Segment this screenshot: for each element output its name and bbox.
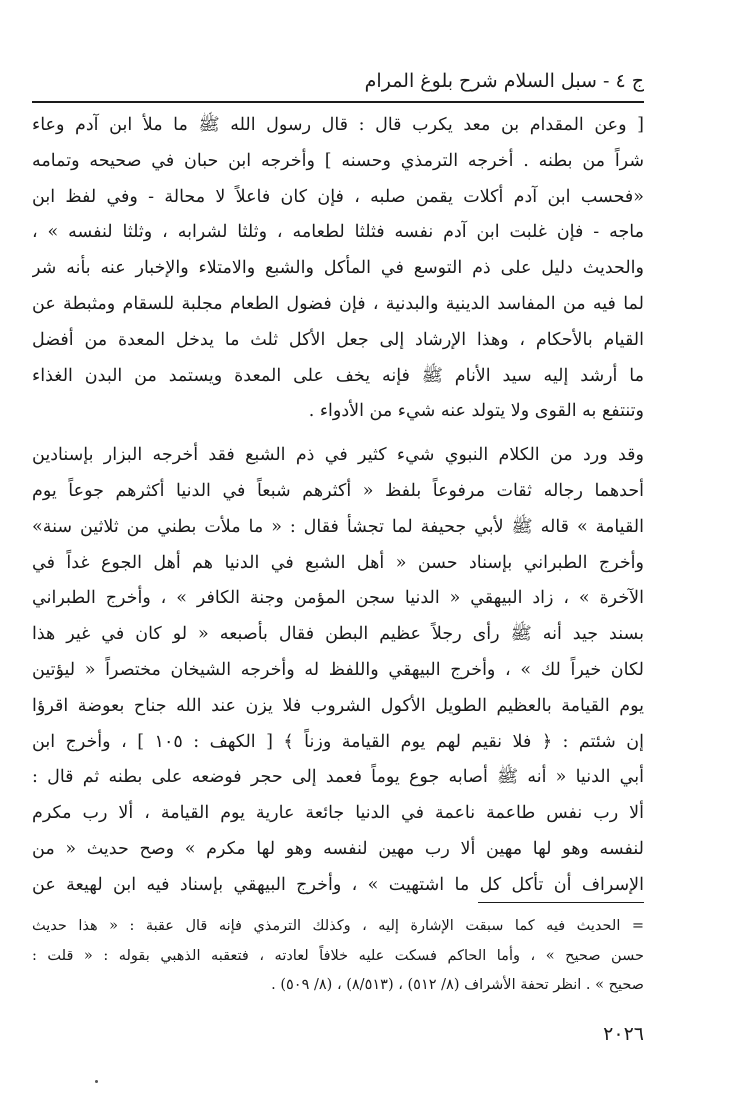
text-line: ما أرشد إليه سيد الأنام ﷺ فإنه يخف على المعدة ويستمد من البدن الغذاء — [32, 365, 644, 386]
text-line: أبي الدنيا « أنه ﷺ أصابه جوع يوماً فعمد إلى حجر فوضعه على بطنه ثم قال : — [32, 767, 644, 788]
text-line: بسند جيد أنه ﷺ رأى رجلاً عظيم البطن فقال بأصبعه « لو كان في غير هذا — [32, 624, 644, 645]
text-line: «فحسب ابن آدم أكلات يقمن صلبه ، فإن كان فاعلاً لا محالة - وفي لفظ ابن — [32, 186, 644, 207]
footnote-line: صحيح » . انظر تحفة الأشراف (٨/ ٥١٢) ، (٨/٥١٣) ، (٨/ ٥٠٩) . — [271, 977, 644, 993]
text-line: الآخرة » ، زاد البيهقي « الدنيا سجن المؤمن وجنة الكافر » ، وأخرج الطبراني — [32, 588, 644, 609]
header-divider — [32, 101, 644, 103]
text-line: لنفسه وهو لها مهين ألا رب مهين لنفسه وهو لها مكرم » وصح حديث « من — [32, 838, 644, 859]
text-line: القيامة » قاله ﷺ لأبي جحيفة لما تجشأ فقال : « ما ملأت بطني من ثلاثين سنة» — [32, 516, 644, 537]
text-line: لكان خيراً لك » ، وأخرج البيهقي واللفظ له وأخرجه الشيخان مختصراً « ليؤتين — [32, 659, 644, 680]
text-line: [ وعن المقدام بن معد يكرب قال : قال رسول الله ﷺ ما ملأ ابن آدم وعاء — [32, 115, 644, 135]
footnote-line: حسن صحيح » ، وأما الحاكم فسكت عليه خلافاً لعادته ، فتعقبه الذهبي بقوله : « قلت : — [32, 947, 644, 964]
running-title: ج ٤ - سبل السلام شرح بلوغ المرام — [364, 70, 644, 92]
text-line: أحدهما رجاله ثقات مرفوعاً بلفظ « أكثرهم شبعاً في الدنيا أكثرهم جوعاً يوم — [32, 480, 644, 501]
text-line: وقد ورد من الكلام النبوي شيء كثير في ذم الشبع فقد أخرجه البزار بإسنادين — [32, 445, 644, 466]
page-number: ٢٠٢٦ — [603, 1023, 644, 1045]
running-header — [32, 70, 644, 98]
text-line: إن شئتم : ﴿ فلا نقيم لهم يوم القيامة وزناً ﴾ [ الكهف : ١٠٥ ] ، وأخرج ابن — [32, 731, 644, 752]
text-line: وأخرج الطبراني بإسناد حسن « أهل الشبع في الدنيا هم أهل الجوع غداً في — [32, 552, 644, 573]
text-line: والحديث دليل على ذم التوسع في المأكل والشبع والامتلاء والإخبار عنه بأنه شر — [32, 258, 644, 279]
footnote-divider — [478, 902, 644, 903]
main-text — [32, 108, 644, 904]
text-line: وتنتفع به القوى ولا يتولد عنه شيء من الأدواء . — [308, 401, 644, 422]
text-line: لما فيه من المفاسد الدينية والبدنية ، فإن فضول الطعام مجلبة للسقام ومثبطة عن — [32, 293, 644, 314]
footnote-line: = الحديث فيه كما سبقت الإشارة إليه ، وكذلك الترمذي فإنه قال عقبة : « هذا حديث — [32, 918, 644, 934]
text-line: شراً من بطنه . أخرجه الترمذي وحسنه ] وأخرجه ابن حبان في صحيحه وتمامه — [32, 150, 644, 171]
text-line: الإسراف أن تأكل كل ما اشتهيت » ، وأخرج البيهقي بإسناد فيه ابن لهيعة عن — [32, 874, 644, 895]
paragraph-gap — [32, 430, 644, 438]
text-line: القيام بالأحكام ، وهذا الإرشاد إلى جعل الأكل ثلث ما يدخل المعدة من أفضل — [32, 329, 644, 350]
scan-speck — [95, 1080, 98, 1083]
footnote-block — [32, 912, 644, 1001]
text-line: يوم القيامة بالعظيم الطويل الأكول الشروب فلا يزن عند الله جناح بعوضة اقرؤا — [32, 695, 644, 716]
text-line: ماجه - فإن غلبت ابن آدم نفسه فثلثا لطعامه ، وثلثا لشرابه ، وثلثا لنفسه » ، — [32, 222, 644, 243]
text-line: ألا رب نفس طاعمة ناعمة في الدنيا جائعة عارية يوم القيامة ، ألا رب مكرم — [32, 803, 644, 824]
